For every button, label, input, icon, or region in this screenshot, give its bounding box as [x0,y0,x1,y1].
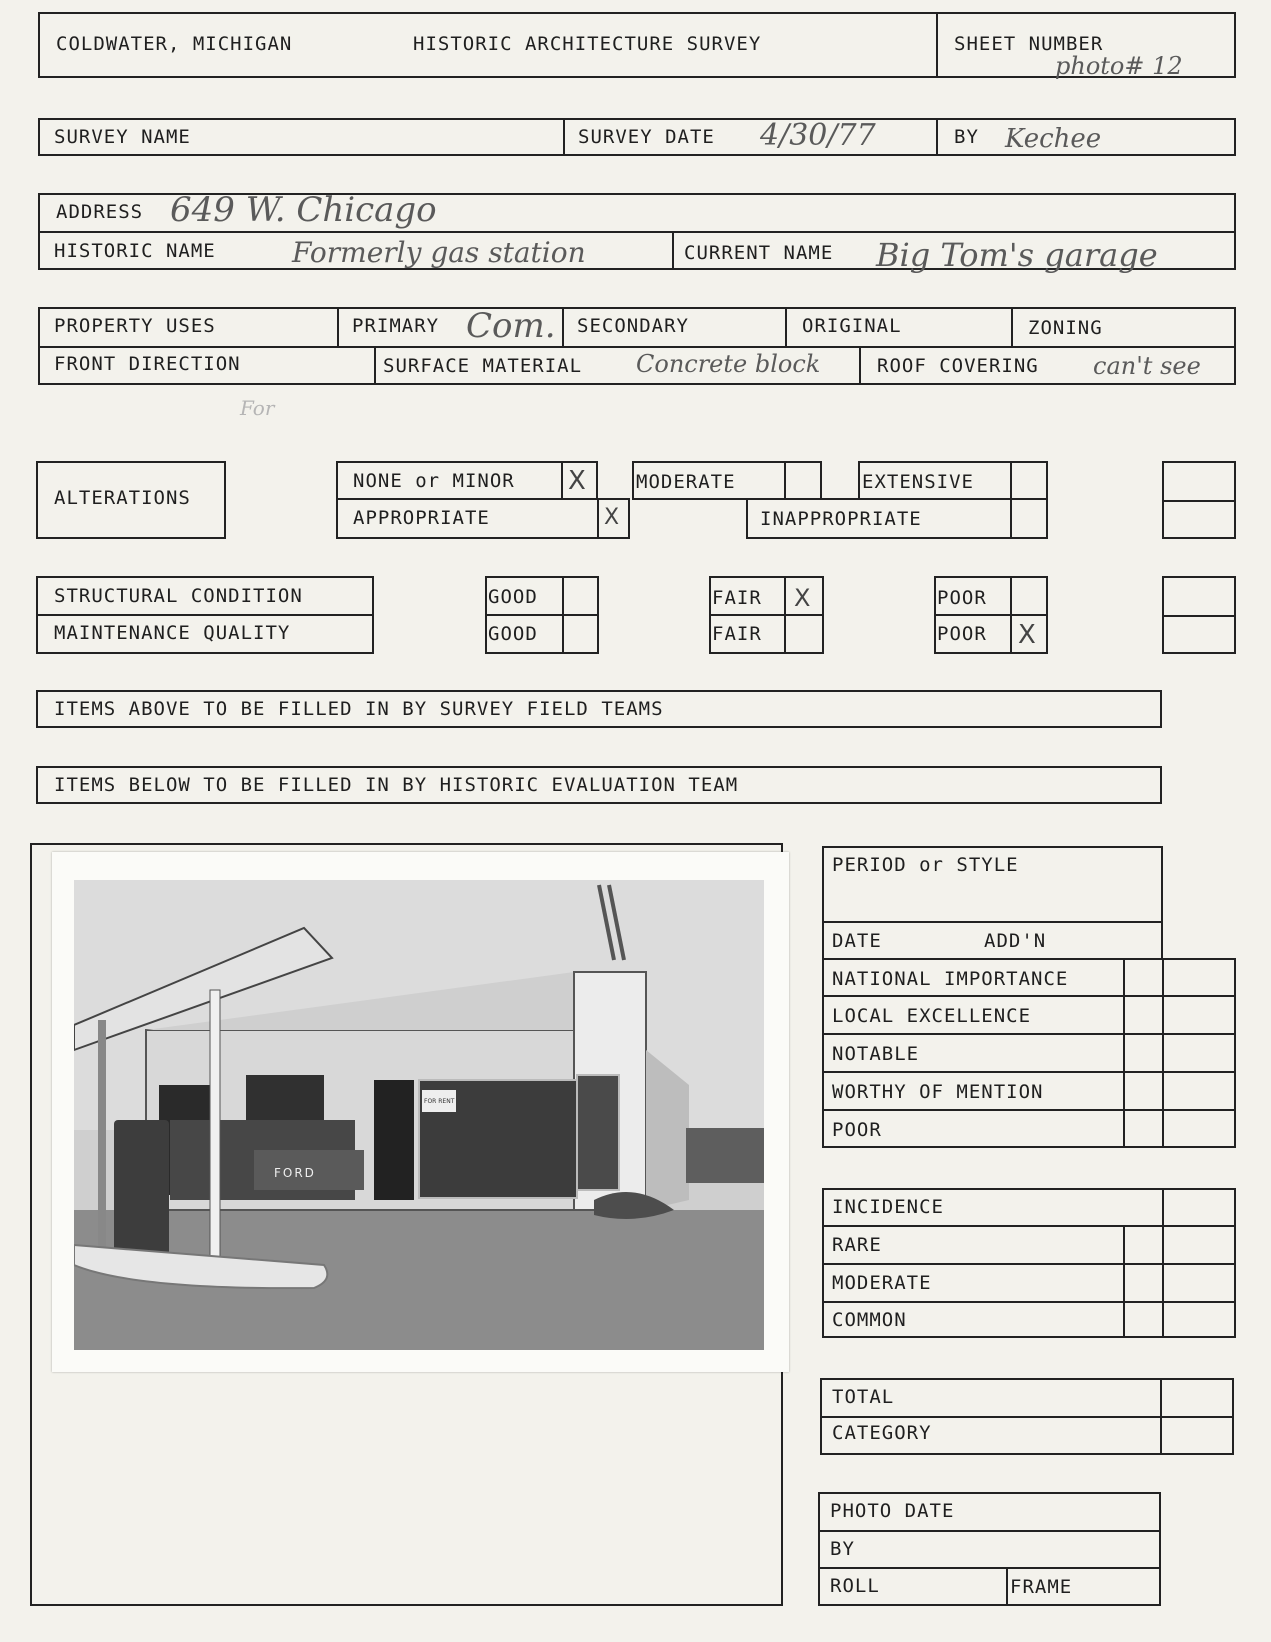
uses-col-3 [785,307,787,346]
importance-col-2 [1162,958,1164,1148]
primary-label: PRIMARY [352,315,440,337]
uses-col-2 [562,307,564,346]
by-value[interactable]: Kechee [1005,124,1102,154]
incidence-moderate-label: MODERATE [832,1272,932,1294]
survey-date-label: SURVEY DATE [578,126,715,148]
uses-col-1 [337,307,339,346]
names-divider [672,231,674,270]
fair-structural-mark[interactable]: X [794,584,811,612]
photo-info-col [1006,1567,1008,1606]
photo-info-row-1 [818,1530,1161,1532]
window-sign: FOR RENT [424,1098,455,1105]
incidence-row-3 [822,1301,1236,1303]
incidence-col-2 [1162,1188,1164,1338]
current-name-value[interactable]: Big Tom's garage [876,236,1158,274]
appropriate-check-divider [597,498,599,539]
address-divider [38,231,1236,233]
total-label: TOTAL [832,1386,895,1408]
moderate-check-divider [784,461,786,500]
field-team-note: ITEMS ABOVE TO BE FILLED IN BY SURVEY FIELD TEAMS [54,698,664,720]
photo-mount [52,852,789,1372]
poor-structural-label: POOR [937,587,987,609]
national-importance-label: NATIONAL IMPORTANCE [832,968,1069,990]
original-label: ORIGINAL [802,315,902,337]
photo-date-label: PHOTO DATE [830,1500,955,1522]
primary-value[interactable]: Com. [466,306,556,346]
sheet-number-value[interactable]: photo# 12 [1055,52,1183,80]
notable-label: NOTABLE [832,1043,920,1065]
uses-col-6 [859,346,861,385]
building-photo [74,880,764,1350]
good-check-divider [562,576,564,654]
alterations-label: ALTERATIONS [54,487,191,509]
local-excellence-label: LOCAL EXCELLENCE [832,1005,1032,1027]
uses-col-4 [1011,307,1013,346]
photo-by-label: BY [830,1538,855,1560]
total-col [1160,1378,1162,1455]
worthy-of-mention-label: WORTHY OF MENTION [832,1081,1044,1103]
fair-divider [709,614,824,616]
total-divider [820,1416,1234,1418]
inappropriate-label: INAPPROPRIATE [760,508,922,530]
frame-label: FRAME [1010,1576,1073,1598]
gas-station-photo-icon [74,880,764,1350]
header-divider [936,12,938,78]
rare-label: RARE [832,1234,882,1256]
alterations-score-divider [1162,500,1236,502]
extensive-label: EXTENSIVE [862,471,974,493]
property-uses-label: PROPERTY USES [54,315,216,337]
poor-check-divider [1010,576,1012,654]
extensive-check-divider [1010,461,1012,500]
sheet-number-label: SHEET NUMBER [954,33,1104,55]
roll-label: ROLL [830,1575,880,1597]
poor-maintenance-label: POOR [937,623,987,645]
importance-row-2 [822,1033,1236,1035]
incidence-label: INCIDENCE [832,1196,944,1218]
addn-label: ADD'N [984,930,1047,952]
survey-name-label: SURVEY NAME [54,126,191,148]
category-label: CATEGORY [832,1422,932,1444]
common-label: COMMON [832,1309,907,1331]
importance-row-4 [822,1109,1236,1111]
address-value[interactable]: 649 W. Chicago [170,190,437,230]
importance-col-1 [1123,958,1125,1148]
evaluation-poor-label: POOR [832,1119,882,1141]
survey-title: HISTORIC ARCHITECTURE SURVEY [413,33,762,55]
roof-covering-label: ROOF COVERING [877,355,1039,377]
address-label: ADDRESS [56,201,144,223]
city-label: COLDWATER, MICHIGAN [56,33,293,55]
appropriate-label: APPROPRIATE [353,507,490,529]
fair-maintenance-label: FAIR [712,623,762,645]
fair-check-divider [784,576,786,654]
importance-row-3 [822,1071,1236,1073]
poor-divider [934,614,1048,616]
condition-label-divider [36,614,374,616]
appropriate-mark[interactable]: X [604,505,620,530]
secondary-label: SECONDARY [577,315,689,337]
front-direction-label: FRONT DIRECTION [54,353,241,375]
uses-divider [38,346,1236,348]
photo-info-row-2 [818,1567,1161,1569]
good-divider [485,614,599,616]
current-name-label: CURRENT NAME [684,242,834,264]
period-style-label: PERIOD or STYLE [832,854,1019,876]
survey-divider-1 [563,118,565,156]
pump-sign: FORD [274,1166,316,1180]
surface-material-value[interactable]: Concrete block [636,350,821,378]
by-label: BY [954,126,979,148]
survey-date-value[interactable]: 4/30/77 [760,118,876,153]
maintenance-quality-label: MAINTENANCE QUALITY [54,622,291,644]
condition-score-divider [1162,615,1236,617]
good-structural-label: GOOD [488,586,538,608]
none-minor-check-divider [561,461,563,500]
moderate-label: MODERATE [636,471,736,493]
evaluation-team-note: ITEMS BELOW TO BE FILLED IN BY HISTORIC EVALUATION TEAM [54,774,739,796]
stray-note: For [240,396,275,420]
historic-name-value[interactable]: Formerly gas station [292,236,586,269]
uses-col-5 [374,346,376,385]
fair-structural-label: FAIR [712,587,762,609]
historic-name-label: HISTORIC NAME [54,240,216,262]
roof-covering-value[interactable]: can't see [1093,352,1201,380]
good-maintenance-label: GOOD [488,623,538,645]
importance-row-1 [822,995,1236,997]
none-minor-mark[interactable]: X [568,466,586,496]
incidence-col-1 [1123,1225,1125,1338]
structural-condition-label: STRUCTURAL CONDITION [54,585,303,607]
inappropriate-check-divider [1010,498,1012,539]
incidence-row-1 [822,1225,1236,1227]
period-style-divider [822,921,1163,923]
date-label: DATE [832,930,882,952]
surface-material-label: SURFACE MATERIAL [383,355,583,377]
zoning-label: ZONING [1028,317,1103,339]
poor-maintenance-mark[interactable]: X [1018,620,1036,650]
incidence-row-2 [822,1263,1236,1265]
none-minor-label: NONE or MINOR [353,470,515,492]
survey-divider-2 [936,118,938,156]
